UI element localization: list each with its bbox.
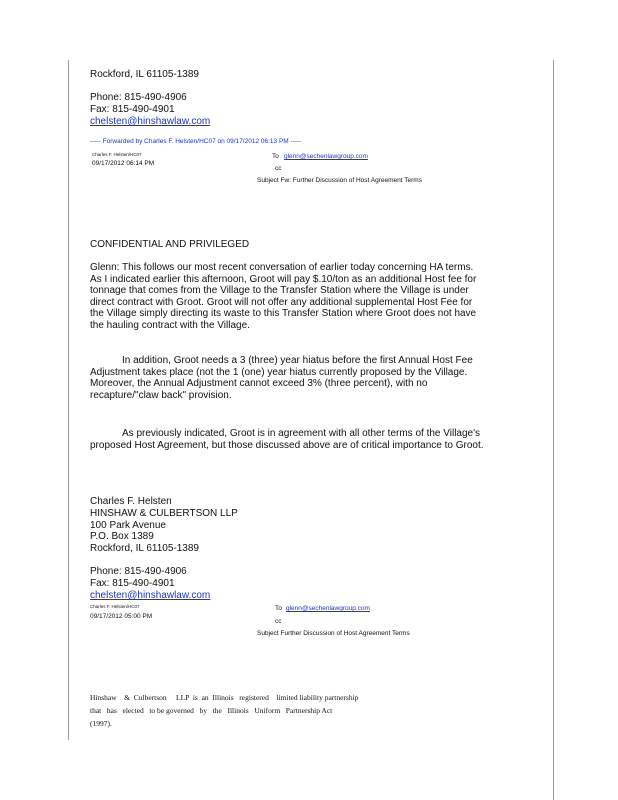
signature-address2: P.O. Box 1389: [90, 531, 154, 542]
signature-fax: Fax: 815-490-4901: [90, 578, 175, 589]
header1-to-value[interactable]: glenn@sechenlawgroup.com: [284, 153, 368, 160]
header2-cc-label: cc: [275, 618, 282, 625]
top-signature-email-link[interactable]: chelsten@hinshawlaw.com: [90, 116, 211, 127]
header1-cc-label: cc: [275, 165, 282, 172]
signature-email-link[interactable]: chelsten@hinshawlaw.com: [90, 590, 211, 601]
page-right-border: [553, 60, 554, 800]
top-signature-phone: Phone: 815-490-4906: [90, 92, 187, 103]
paragraph-1: Glenn: This follows our most recent conversation of earlier today concerning HA terms. As I indicated earlier this afternoon, Groot will pay $.10/ton as an additional Host fee for tonnage that comes from the Village to the Transfer Station where the Village is under direct contract with Groot. Groot will not offer any additional supplemental Host Fee for the Village simply directing its waste to this Transfer Station where Groot does not have the hauling contract with the Village.: [90, 262, 477, 331]
signature-firm: HINSHAW & CULBERTSON LLP: [90, 508, 238, 519]
confidential-heading: CONFIDENTIAL AND PRIVILEGED: [90, 239, 250, 250]
signature-address1: 100 Park Avenue: [90, 520, 166, 531]
header1-subject: Subject Fw: Further Discussion of Host Agreement Terms: [257, 177, 422, 184]
signature-name: Charles F. Helsten: [90, 496, 172, 507]
paragraph-3: As previously indicated, Groot is in agreement with all other terms of the Village's proposed Host Agreement, but those discussed above are of critical importance to Groot.: [90, 428, 484, 451]
header1-date: 09/17/2012 06:14 PM: [92, 160, 155, 167]
signature-city: Rockford, IL 61105-1389: [90, 543, 199, 554]
footer-line-2: that has elected to be governed by the Illinois Uniform Partnership Act: [90, 706, 333, 715]
header1-to-label: To: [272, 153, 279, 160]
top-signature-fax: Fax: 815-490-4901: [90, 104, 175, 115]
signature-phone: Phone: 815-490-4906: [90, 566, 187, 577]
page-left-border: [68, 60, 69, 740]
header2-date: 09/17/2012 05:00 PM: [90, 613, 153, 620]
footer-line-1: Hinshaw & Culbertson LLP is an Illinois registered limited liability partnership: [90, 693, 359, 702]
footer-line-3: (1997).: [90, 719, 112, 728]
paragraph-2: In addition, Groot needs a 3 (three) year hiatus before the first Annual Host Fee Adjustment takes place (not the 1 (one) year hiatus currently proposed by the Village. Moreover, the Annual Adjustment cannot exceed 3% (three percent), with no recapture/"claw back" provision.: [90, 355, 473, 401]
top-signature-city: Rockford, IL 61105-1389: [90, 69, 199, 80]
header2-to-label: To: [275, 605, 282, 612]
header2-subject: Subject Further Discussion of Host Agreement Terms: [257, 630, 410, 637]
header2-to-value[interactable]: glenn@sechenlawgroup.com: [286, 605, 370, 612]
header2-from: Charles F. Helsten/HC07: [90, 604, 140, 609]
forward-line: ----- Forwarded by Charles F. Helsten/HC07 on 09/17/2012 06:13 PM -----: [90, 138, 302, 145]
header1-from: Charles F. Helsten/HC07: [92, 152, 142, 157]
